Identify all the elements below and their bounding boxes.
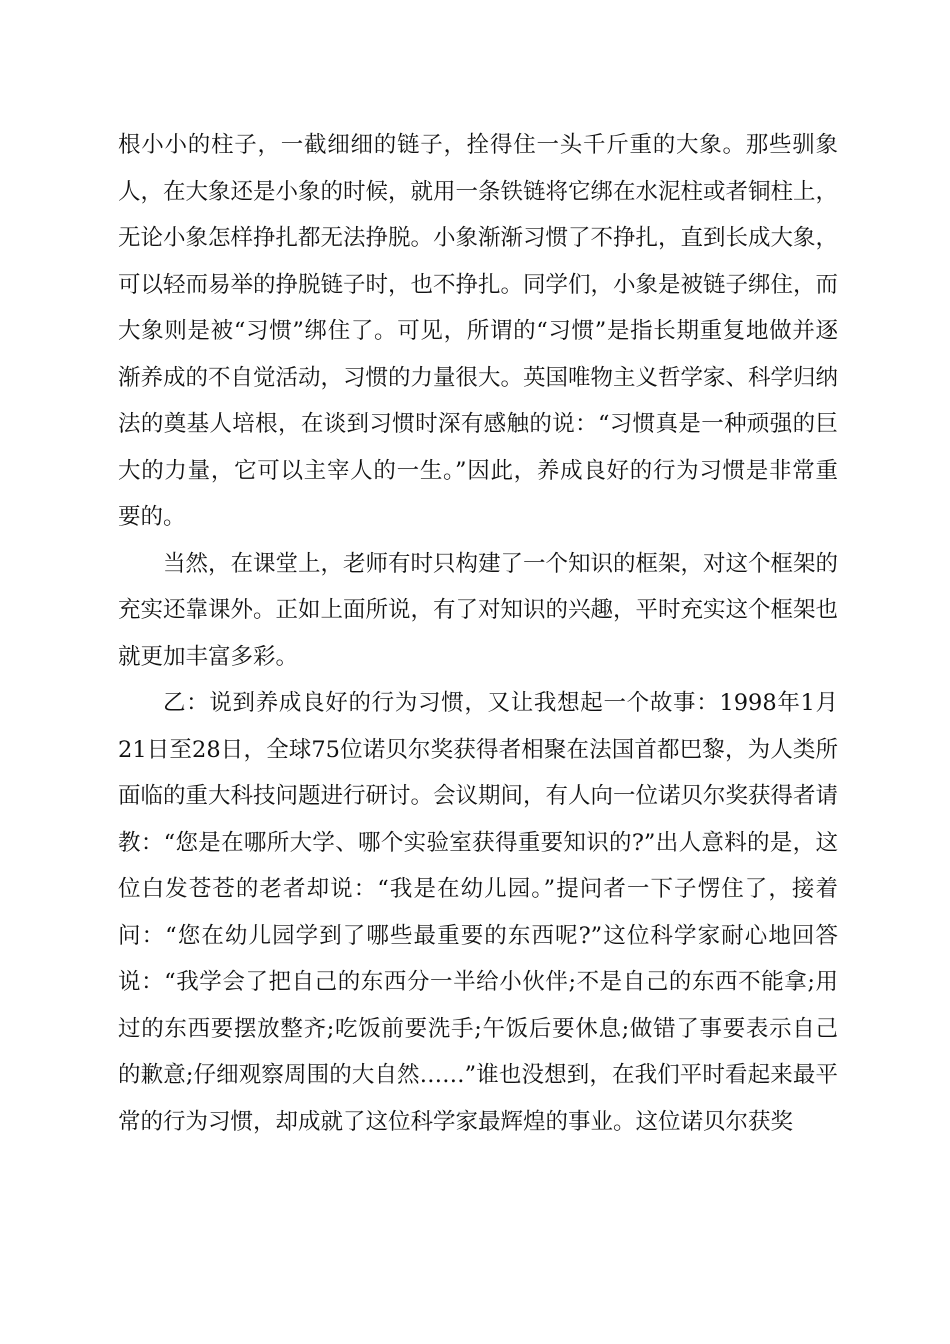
paragraph-elephant-habit: 根小小的柱子，一截细细的链子，拴得住一头千斤重的大象。那些驯象人，在大象还是小象的时候，就用一条铁链将它绑在水泥柱或者铜柱上，无论小象怎样挣扎都无法挣脱。小象渐渐习惯了不挣扎，直到长成大象，可以轻而易举的挣脱链子时，也不挣扎。同学们，小象是被链子绑住，而大象则是被“习惯”绑住了。可见，所谓的“习惯”是指长期重复地做并逐渐养成的不自觉活动，习惯的力量很大。英国唯物主义哲学家、科学归纳法的奠基人培根，在谈到习惯时深有感触的说：“习惯真是一种顽强的巨大的力量，它可以主宰人的一生。”因此，养成良好的行为习惯是非常重要的。 xyxy=(118,132,839,530)
document-body xyxy=(118,122,838,1145)
paragraph-classroom-framework: 当然，在课堂上，老师有时只构建了一个知识的框架，对这个框架的充实还靠课外。正如上面所说，有了对知识的兴趣，平时充实这个框架也就更加丰富多彩。 xyxy=(118,550,839,670)
paragraph-nobel-story: 乙：说到养成良好的行为习惯，又让我想起一个故事：1998年1月21日至28日，全球75位诺贝尔奖获得者相聚在法国首都巴黎，为人类所面临的重大科技问题进行研讨。会议期间，有人向一位诺贝尔奖获得者请教：“您是在哪所大学、哪个实验室获得重要知识的?”出人意料的是，这位白发苍苍的老者却说：“我是在幼儿园。”提问者一下子愣住了，接着问：“您在幼儿园学到了哪些最重要的东西呢?”这位科学家耐心地回答说：“我学会了把自己的东西分一半给小伙伴;不是自己的东西不能拿;用过的东西要摆放整齐;吃饭前要洗手;午饭后要休息;做错了事要表示自己的歉意;仔细观察周围的大自然……”谁也没想到，在我们平时看起来最平常的行为习惯，却成就了这位科学家最辉煌的事业。这位诺贝尔获奖 xyxy=(118,690,839,1135)
